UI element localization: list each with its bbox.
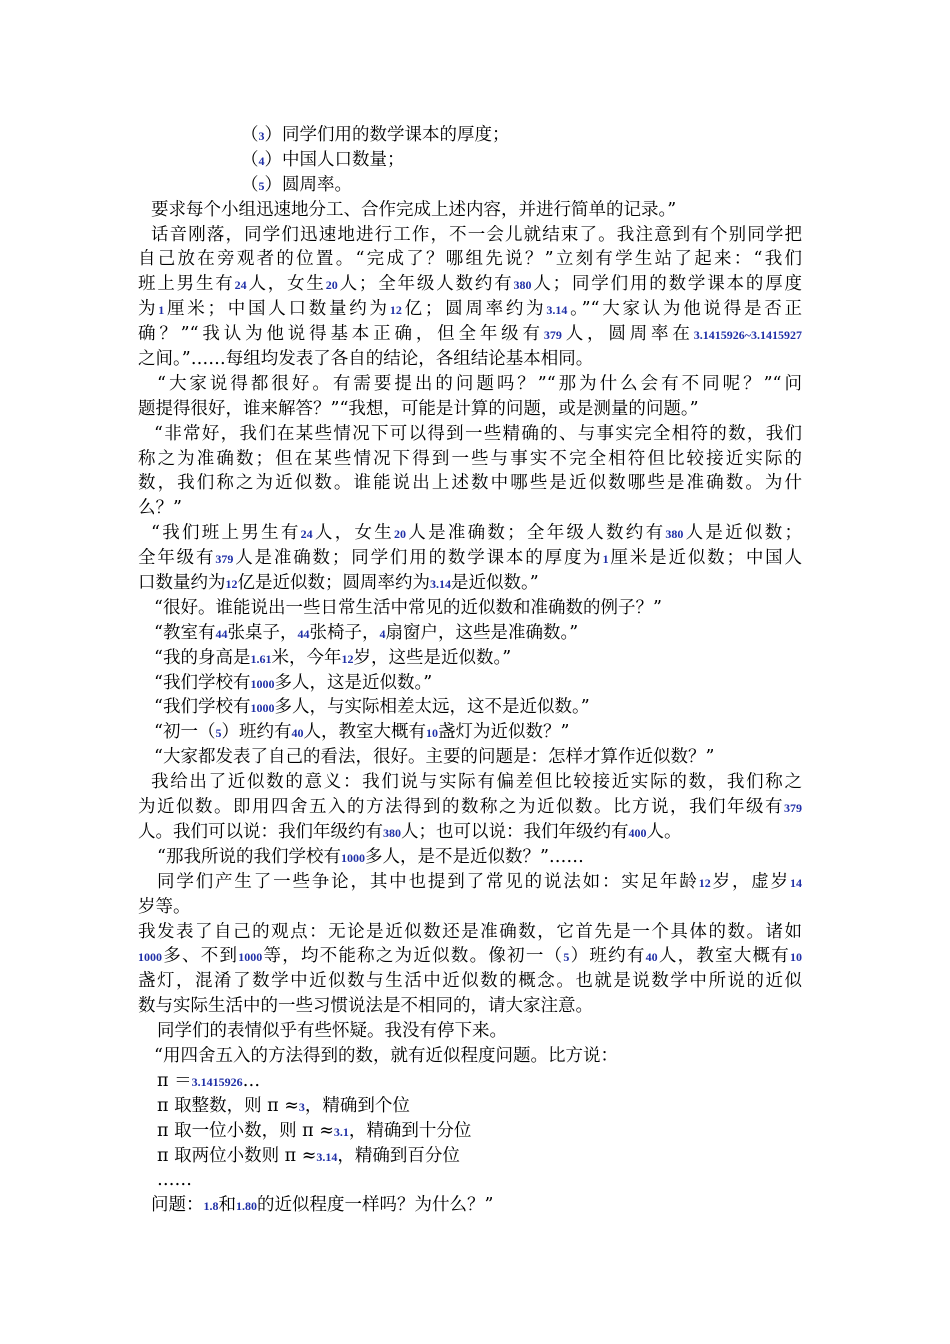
text-run: 等，均不能称之为近似数。像初一（ <box>262 946 564 967</box>
highlighted-number: 1 <box>158 303 165 318</box>
highlighted-number: 3.14 <box>546 303 568 318</box>
text-run: （ <box>241 125 259 145</box>
highlighted-number: 3 <box>258 129 265 143</box>
text-run: 人是准确数；同学们用的数学课本的厚度为 <box>233 548 603 569</box>
highlighted-number: 3 <box>298 1099 305 1114</box>
text-line <box>138 745 802 770</box>
text-run: 张桌子， <box>227 622 298 643</box>
text-run: 人；全年级人数约有 <box>337 274 514 295</box>
text-line <box>138 123 802 148</box>
text-run: “我们班上男生有 <box>151 523 301 544</box>
text-run: …… <box>157 1170 192 1191</box>
text-run: 和 <box>218 1195 236 1216</box>
highlighted-number: 1000 <box>250 701 275 716</box>
highlighted-number: 3.1 <box>333 1124 349 1139</box>
text-run: 人，教室大概有 <box>303 722 426 743</box>
highlighted-number: 379 <box>543 328 562 343</box>
highlighted-number: 24 <box>234 278 247 293</box>
highlighted-number: 379 <box>784 801 802 816</box>
text-run: “教室有 <box>154 622 216 643</box>
highlighted-number: 1000 <box>138 950 162 965</box>
text-run: … <box>242 1070 261 1091</box>
text-line <box>138 521 802 546</box>
text-line <box>138 223 802 248</box>
text-line <box>138 372 802 397</box>
text-run: 同学们的表情似乎有些怀疑。我没有停下来。 <box>157 1021 507 1042</box>
text-line <box>138 1144 802 1169</box>
highlighted-number: 379 <box>215 552 234 567</box>
highlighted-number: 380 <box>513 278 532 293</box>
text-run: π 取两位小数则 π ≈ <box>157 1145 317 1166</box>
text-line <box>138 447 802 472</box>
text-run: “大家说得都很好。有需要提出的问题吗？”“那为什么会有不同呢？”“问 <box>157 373 802 394</box>
text-run: 人；也可以说：我们年级约有 <box>401 821 629 842</box>
text-run: 。”“大家认为他说得是否正 <box>567 299 803 320</box>
document-text <box>138 123 802 1218</box>
text-run: 班上男生有 <box>138 274 235 295</box>
text-run: ，精确到百分位 <box>337 1145 460 1166</box>
text-run: 全年级有 <box>138 548 216 569</box>
text-run: 确？”“我认为他说得基本正确，但全年级有 <box>138 324 544 345</box>
text-line <box>138 671 802 696</box>
text-run: ）班约有 <box>221 722 292 743</box>
text-run: 之间。”……每组均发表了各自的结论，各组结论基本相同。 <box>138 349 594 370</box>
highlighted-number: 5 <box>215 726 222 741</box>
text-run: ，精确到个位 <box>304 1095 410 1116</box>
text-line <box>138 770 802 795</box>
text-run: ）中国人口数量； <box>264 149 405 170</box>
highlighted-number: 1 <box>602 552 609 567</box>
text-run: 岁，虚岁 <box>710 871 791 892</box>
highlighted-number: 10 <box>790 950 803 965</box>
highlighted-number: 3.1415926 <box>191 1074 243 1089</box>
text-run: 是近似数。” <box>451 573 539 594</box>
text-run: 多人，是不是近似数？”…… <box>364 846 584 867</box>
text-run: “那我所说的我们学校有 <box>157 846 341 867</box>
text-line <box>138 895 802 920</box>
text-line <box>138 1094 802 1119</box>
text-run: “我的身高是 <box>154 647 251 668</box>
text-line <box>138 297 802 322</box>
text-run: “初一（ <box>154 722 216 743</box>
text-run: （ <box>241 174 259 195</box>
text-run: 人，女生 <box>246 274 326 295</box>
text-run: 人是近似数； <box>683 523 803 544</box>
text-line <box>138 347 802 372</box>
text-run: 岁等。 <box>138 896 191 917</box>
text-run: 多人，这是近似数。” <box>274 672 433 693</box>
highlighted-number: 1000 <box>250 676 275 691</box>
text-run: 么？” <box>138 498 182 519</box>
text-line <box>138 173 802 198</box>
text-run: 人，圆周率在 <box>561 324 694 345</box>
highlighted-number: 44 <box>297 626 310 641</box>
text-line <box>138 546 802 571</box>
text-run: 的近似程度一样吗？为什么？” <box>257 1195 494 1216</box>
text-line <box>138 820 802 845</box>
highlighted-number: 40 <box>645 950 658 965</box>
text-run: 话音刚落，同学们迅速地进行工作，不一会儿就结束了。我注意到有个别同学把 <box>151 224 802 245</box>
highlighted-number: 380 <box>665 527 684 542</box>
text-run: 自己放在旁观者的位置。“完成了？哪组先说？”立刻有学生站了起来：“我们 <box>138 249 802 270</box>
text-run: “我们学校有 <box>154 697 251 718</box>
text-line <box>138 496 802 521</box>
text-run: 盏灯，混淆了数学中近似数与生活中近似数的概念。也就是说数学中所说的近似 <box>138 971 802 992</box>
highlighted-number: 4 <box>379 626 386 641</box>
text-run: 张椅子， <box>309 622 380 643</box>
highlighted-number: 3.1415926~3.1415927 <box>693 328 802 343</box>
highlighted-number: 4 <box>258 153 265 168</box>
text-line <box>138 969 802 994</box>
text-run: 米，今年 <box>271 647 342 668</box>
highlighted-number: 12 <box>341 651 354 666</box>
highlighted-number: 380 <box>383 825 401 840</box>
text-line <box>138 944 802 969</box>
text-line <box>138 1069 802 1094</box>
highlighted-number: 3.14 <box>430 577 451 592</box>
highlighted-number: 20 <box>325 278 338 293</box>
highlighted-number: 24 <box>300 527 313 542</box>
text-run: 为 <box>138 299 159 320</box>
text-line <box>138 1044 802 1069</box>
text-run: 人；同学们用的数学课本的厚度 <box>531 274 803 295</box>
text-line <box>138 795 802 820</box>
text-line <box>138 247 802 272</box>
text-run: 盏灯为近似数？” <box>437 722 570 743</box>
text-run: （ <box>241 149 259 170</box>
highlighted-number: 14 <box>790 875 803 890</box>
text-line <box>138 695 802 720</box>
text-run: π 取一位小数，则 π ≈ <box>157 1120 334 1141</box>
text-line <box>138 646 802 671</box>
text-line <box>138 397 802 422</box>
text-run: 题提得很好，谁来解答？”“我想，可能是计算的问题，或是测量的问题。” <box>138 398 699 419</box>
highlighted-number: 5 <box>258 178 265 193</box>
text-run: “很好。谁能说出一些日常生活中常见的近似数和准确数的例子？” <box>154 597 662 618</box>
text-run: ）圆周率。 <box>264 174 352 195</box>
text-line <box>138 322 802 347</box>
text-line <box>138 994 802 1019</box>
text-run: 人是准确数；全年级人数约有 <box>406 523 666 544</box>
text-run: 扇窗户，这些是准确数。” <box>385 622 579 643</box>
text-run: 亿是近似数；圆周率约为 <box>237 573 430 594</box>
text-run: 同学们产生了一些争论，其中也提到了常见的说法如：实足年龄 <box>157 871 699 892</box>
text-run: ）同学们用的数学课本的厚度； <box>264 125 510 145</box>
text-run: “我们学校有 <box>154 672 251 693</box>
text-run: π 取整数，则 π ≈ <box>157 1095 299 1116</box>
highlighted-number: 20 <box>394 527 407 542</box>
text-line <box>138 272 802 297</box>
text-run: 人，女生 <box>312 523 395 544</box>
text-run: 称之为准确数；但在某些情况下得到一些与事实不完全相符但比较接近实际的 <box>138 448 802 469</box>
text-line <box>138 920 802 945</box>
text-line <box>138 148 802 173</box>
highlighted-number: 44 <box>215 626 228 641</box>
text-run: 要求每个小组迅速地分工、合作完成上述内容，并进行简单的记录。” <box>151 199 677 220</box>
text-run: 厘米；中国人口数量约为 <box>164 299 390 320</box>
highlighted-number: 3.14 <box>316 1149 338 1164</box>
text-line <box>138 1193 802 1218</box>
highlighted-number: 1000 <box>340 850 365 865</box>
text-line <box>138 596 802 621</box>
text-line <box>138 870 802 895</box>
text-run: 口数量约为 <box>138 573 226 594</box>
text-run: “大家都发表了自己的看法，很好。主要的问题是：怎样才算作近似数？” <box>154 747 715 768</box>
text-line <box>138 471 802 496</box>
text-run: 亿；圆周率约为 <box>401 299 547 320</box>
highlighted-number: 12 <box>225 577 238 592</box>
text-line <box>138 571 802 596</box>
text-run: 人，教室大概有 <box>657 946 791 967</box>
text-run: 多人，与实际相差太远，这不是近似数。” <box>274 697 590 718</box>
highlighted-number: 1000 <box>238 950 263 965</box>
text-run: 厘米是近似数；中国人 <box>608 548 803 569</box>
highlighted-number: 1.61 <box>250 651 272 666</box>
text-run: “用四舍五入的方法得到的数，就有近似程度问题。比方说： <box>154 1045 618 1066</box>
text-line <box>138 198 802 223</box>
text-line <box>138 422 802 447</box>
text-run: 数与实际生活中的一些习惯说法是不相同的，请大家注意。 <box>138 996 593 1017</box>
text-line <box>138 845 802 870</box>
text-run: 我发表了自己的观点：无论是近似数还是准确数，它首先是一个具体的数。诸如 <box>138 921 802 942</box>
highlighted-number: 5 <box>563 950 570 965</box>
highlighted-number: 12 <box>389 303 402 318</box>
text-run: 我给出了近似数的意义：我们说与实际有偏差但比较接近实际的数，我们称之 <box>151 772 802 793</box>
highlighted-number: 40 <box>291 726 304 741</box>
text-run: 人。 <box>646 821 682 842</box>
text-run: 为近似数。即用四舍五入的方法得到的数称之为近似数。比方说，我们年级有 <box>138 797 784 818</box>
highlighted-number: 400 <box>628 825 647 840</box>
text-run: 多、不到 <box>162 946 239 967</box>
highlighted-number: 1.80 <box>236 1199 257 1214</box>
text-line <box>138 1019 802 1044</box>
text-run: ）班约有 <box>569 946 646 967</box>
text-run: “非常好，我们在某些情况下可以得到一些精确的、与事实完全相符的数，我们 <box>154 423 802 444</box>
highlighted-number: 12 <box>698 875 711 890</box>
text-run: 问题： <box>151 1195 204 1216</box>
highlighted-number: 1.8 <box>203 1199 219 1214</box>
text-run: π ＝ <box>157 1070 192 1091</box>
text-line <box>138 1119 802 1144</box>
highlighted-number: 10 <box>425 726 438 741</box>
text-line <box>138 621 802 646</box>
text-line <box>138 720 802 745</box>
text-run: 岁，这些是近似数。” <box>353 647 512 668</box>
text-run: 人。我们可以说：我们年级约有 <box>138 821 383 842</box>
text-line <box>138 1168 802 1193</box>
text-run: ，精确到十分位 <box>348 1120 472 1141</box>
text-run: 数，我们称之为近似数。谁能说出上述数中哪些是近似数哪些是准确数。为什 <box>138 473 802 494</box>
